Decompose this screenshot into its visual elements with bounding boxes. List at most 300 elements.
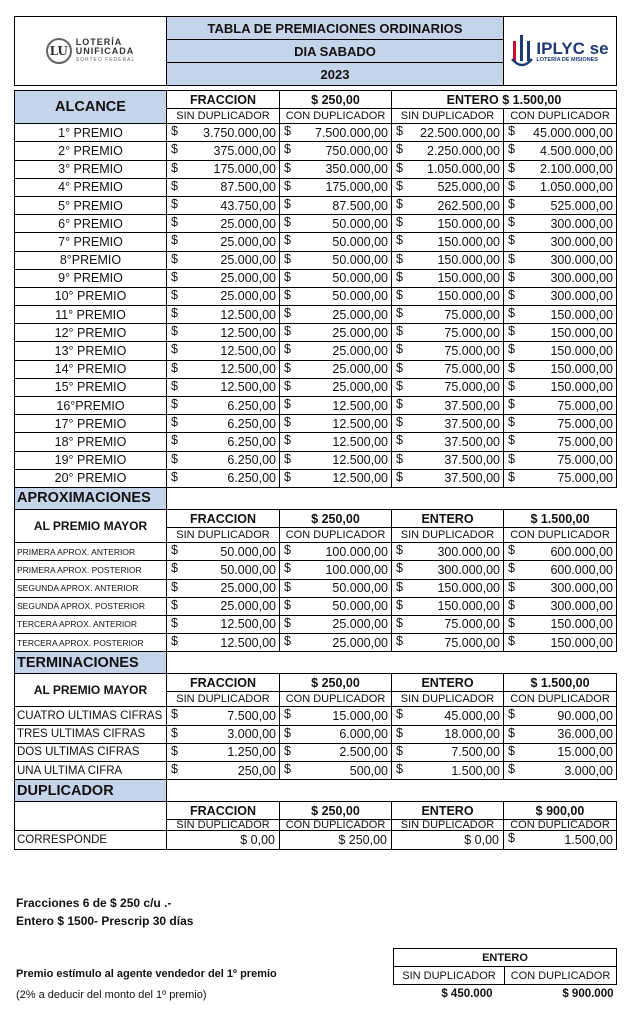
prize-amount: 22.500.000,00	[420, 125, 500, 140]
currency-sign: $	[508, 215, 515, 230]
prize-value	[280, 342, 392, 360]
aprox-sub-con-2: CON DUPLICADOR	[504, 528, 617, 543]
prize-amount: 15.000,00	[332, 709, 388, 724]
prize-value	[504, 634, 617, 652]
prize-amount: 12.500,00	[220, 325, 276, 340]
currency-sign: $	[284, 615, 291, 630]
currency-sign: $	[396, 215, 403, 230]
prize-amount: 2.100.000,00	[540, 162, 613, 177]
currency-sign: $	[171, 615, 178, 630]
prize-amount: 12.500,00	[332, 453, 388, 468]
prize-value	[504, 178, 617, 196]
prize-value	[504, 287, 617, 305]
prize-value	[504, 579, 617, 597]
currency-sign: $	[284, 762, 291, 776]
prize-amount: 6.250,00	[227, 453, 276, 468]
row-label: 20° PREMIO	[15, 469, 167, 487]
prize-value	[392, 178, 504, 196]
prize-amount: 6.250,00	[227, 434, 276, 449]
dup-value-3: $ 0,00	[392, 831, 504, 849]
prize-amount: 87.500,00	[220, 180, 276, 195]
currency-sign: $	[171, 251, 178, 266]
prize-amount: 25.000,00	[220, 234, 276, 249]
term-entero-header: ENTERO	[392, 674, 504, 692]
prize-amount: 150.000,00	[550, 617, 613, 632]
prize-value	[167, 415, 280, 433]
currency-sign: $	[508, 725, 515, 740]
prize-amount: 90.000,00	[557, 709, 613, 724]
currency-sign: $	[396, 725, 403, 740]
prize-amount: 12.500,00	[220, 344, 276, 359]
term-sub-con-1: CON DUPLICADOR	[280, 692, 392, 707]
prize-value	[167, 215, 280, 233]
prize-value	[504, 269, 617, 287]
prize-amount: 150.000,00	[437, 581, 500, 596]
prize-amount: 150.000,00	[550, 635, 613, 650]
prize-value	[392, 324, 504, 342]
row-label: 10° PREMIO	[15, 287, 167, 305]
term-sub-con-2: CON DUPLICADOR	[504, 692, 617, 707]
prize-value	[167, 743, 280, 761]
prize-value	[392, 287, 504, 305]
prize-amount: 7.500.000,00	[315, 125, 388, 140]
currency-sign: $	[284, 378, 291, 393]
currency-sign: $	[284, 233, 291, 248]
table-row	[15, 397, 617, 415]
currency-sign: $	[171, 360, 178, 375]
table-row	[15, 215, 617, 233]
table-row	[15, 178, 617, 196]
row-label: 7° PREMIO	[15, 233, 167, 251]
spacer	[167, 652, 617, 674]
currency-sign: $	[508, 397, 515, 411]
prize-amount: 150.000,00	[550, 307, 613, 322]
prize-amount: 25.000,00	[332, 362, 388, 377]
dup-value-1: $ 0,00	[167, 831, 280, 849]
note-stimulus-sub: (2% a deducir del monto del 1º premio)	[16, 989, 207, 1001]
prize-value	[392, 306, 504, 324]
prize-value	[167, 561, 280, 579]
prize-value	[167, 178, 280, 196]
currency-sign: $	[396, 142, 403, 157]
row-label: 4° PREMIO	[15, 178, 167, 196]
prize-value	[280, 615, 392, 633]
row-label: TERCERA APROX. POSTERIOR	[15, 634, 167, 652]
currency-sign: $	[508, 233, 515, 248]
prize-amount: 25.000,00	[332, 307, 388, 322]
prize-value	[167, 324, 280, 342]
title-line-1: TABLA DE PREMIACIONES ORDINARIOS	[167, 17, 504, 40]
row-label: TERCERA APROX. ANTERIOR	[15, 615, 167, 633]
prize-value	[504, 762, 617, 780]
table-row	[15, 269, 617, 287]
row-label: TRES ULTIMAS CIFRAS	[15, 725, 167, 743]
prize-amount: 12.500,00	[332, 416, 388, 431]
note-fracciones: Fracciones 6 de $ 250 c/u .-	[16, 896, 172, 910]
currency-sign: $	[396, 124, 403, 139]
row-label: 8°PREMIO	[15, 251, 167, 269]
iplyc-sub: LOTERÍA DE MISIONES	[536, 56, 598, 63]
currency-sign: $	[171, 287, 178, 302]
table-row	[15, 634, 617, 652]
row-label: 2° PREMIO	[15, 142, 167, 160]
table-row	[15, 615, 617, 633]
currency-sign: $	[171, 451, 178, 466]
prize-value	[280, 725, 392, 743]
prize-value	[392, 469, 504, 487]
dup-sub-con-2: CON DUPLICADOR	[504, 820, 617, 831]
prize-amount: 3.000,00	[227, 727, 276, 742]
dup-sub-sin-1: SIN DUPLICADOR	[167, 820, 280, 831]
prize-value	[167, 451, 280, 469]
prize-value	[167, 360, 280, 378]
prize-amount: 37.500,00	[444, 434, 500, 449]
alcance-fraccion-price: $ 250,00	[280, 91, 392, 109]
prize-value	[280, 433, 392, 451]
currency-sign: $	[284, 597, 291, 612]
prize-amount: 50.000,00	[332, 599, 388, 614]
prize-amount: 300.000,00	[550, 234, 613, 249]
prize-value	[392, 215, 504, 233]
currency-sign: $	[508, 342, 515, 357]
logo-left-name-2: UNIFICADA	[75, 45, 135, 56]
note-entero: Entero $ 1500- Prescrip 30 días	[16, 914, 194, 928]
currency-sign: $	[396, 251, 403, 266]
prize-amount: 37.500,00	[444, 398, 500, 413]
prize-value	[392, 397, 504, 415]
stimulus-header: ENTERO	[394, 949, 617, 967]
prize-value	[167, 196, 280, 214]
stimulus-sub-sin: SIN DUPLICADOR	[394, 967, 505, 985]
prize-value	[392, 561, 504, 579]
table-row	[15, 561, 617, 579]
currency-sign: $	[508, 196, 515, 211]
prize-value	[167, 269, 280, 287]
prize-amount: 12.500,00	[332, 398, 388, 413]
currency-sign: $	[508, 762, 515, 776]
currency-sign: $	[171, 543, 178, 558]
prize-amount: 1.050.000,00	[540, 180, 613, 195]
currency-sign: $	[284, 433, 291, 448]
table-row	[15, 306, 617, 324]
currency-sign: $	[171, 725, 178, 740]
prize-amount: 75.000,00	[444, 617, 500, 632]
currency-sign: $	[171, 142, 178, 157]
currency-sign: $	[508, 178, 515, 193]
prize-value	[280, 378, 392, 396]
currency-sign: $	[508, 579, 515, 594]
aprox-sub-sin-2: SIN DUPLICADOR	[392, 528, 504, 543]
row-label: CUATRO ULTIMAS CIFRAS	[15, 707, 167, 725]
prize-value	[504, 543, 617, 561]
table-row	[15, 579, 617, 597]
currency-sign: $	[508, 451, 515, 466]
prize-amount: 300.000,00	[550, 581, 613, 596]
prize-value	[280, 142, 392, 160]
aprox-label: AL PREMIO MAYOR	[15, 509, 167, 542]
currency-sign: $	[508, 433, 515, 448]
prize-amount: 43.750,00	[220, 198, 276, 213]
prize-amount: 150.000,00	[437, 234, 500, 249]
currency-sign: $	[396, 762, 403, 776]
prize-value	[280, 634, 392, 652]
stimulus-sub-con: CON DUPLICADOR	[505, 967, 617, 985]
prize-value	[280, 233, 392, 251]
currency-sign: $	[171, 433, 178, 448]
prize-value	[167, 160, 280, 178]
prize-value	[280, 178, 392, 196]
alcance-sub-sin-2: SIN DUPLICADOR	[392, 109, 504, 124]
table-row	[15, 360, 617, 378]
table-row	[15, 251, 617, 269]
prize-value	[392, 415, 504, 433]
currency-sign: $	[508, 743, 515, 758]
row-label: 17° PREMIO	[15, 415, 167, 433]
prize-amount: 50.000,00	[332, 271, 388, 286]
prize-value	[504, 378, 617, 396]
prize-value	[280, 762, 392, 780]
currency-sign: $	[284, 634, 291, 649]
prize-amount: 6.000,00	[339, 727, 388, 742]
prize-amount: 50.000,00	[220, 544, 276, 559]
prize-value	[504, 160, 617, 178]
prize-value	[280, 360, 392, 378]
prize-amount: 7.500,00	[451, 745, 500, 760]
prize-value	[280, 579, 392, 597]
prize-amount: 37.500,00	[444, 416, 500, 431]
prize-amount: 1.050.000,00	[427, 162, 500, 177]
currency-sign: $	[508, 251, 515, 266]
dup-value-2: $ 250,00	[280, 831, 392, 849]
alcance-fraccion-header: FRACCION	[167, 91, 280, 109]
currency-sign: $	[171, 342, 178, 357]
currency-sign: $	[171, 579, 178, 594]
logo-left-sub: SORTEO FEDERAL	[75, 56, 136, 63]
prize-value	[392, 233, 504, 251]
prize-amount: 175.000,00	[325, 180, 388, 195]
currency-sign: $	[171, 743, 178, 758]
prize-value	[167, 762, 280, 780]
stimulus-table	[393, 948, 617, 1003]
prize-amount: 150.000,00	[437, 599, 500, 614]
prize-amount: 36.000,00	[557, 727, 613, 742]
table-row	[15, 725, 617, 743]
currency-sign: $	[396, 178, 403, 193]
currency-sign: $	[171, 707, 178, 722]
dup-value-4-amount: 1.500,00	[564, 832, 613, 847]
prize-value	[280, 597, 392, 615]
currency-sign: $	[284, 360, 291, 375]
prize-amount: 300.000,00	[550, 216, 613, 231]
currency-sign: $	[284, 160, 291, 175]
prize-value	[280, 707, 392, 725]
prize-value	[392, 762, 504, 780]
dup-row-label: CORRESPONDE	[15, 831, 167, 849]
prize-amount: 25.000,00	[332, 617, 388, 632]
table-row	[15, 142, 617, 160]
table-row	[15, 160, 617, 178]
term-fraccion-price: $ 250,00	[280, 674, 392, 692]
prize-value	[392, 451, 504, 469]
prize-amount: 250,00	[237, 763, 276, 778]
prize-amount: 15.000,00	[557, 745, 613, 760]
prize-value	[392, 579, 504, 597]
currency-sign: $	[396, 378, 403, 393]
currency-sign: $	[171, 306, 178, 321]
currency-sign: $	[508, 831, 515, 846]
prize-amount: 262.500,00	[437, 198, 500, 213]
table-row	[15, 324, 617, 342]
prize-amount: 100.000,00	[325, 562, 388, 577]
prize-amount: 3.750.000,00	[203, 125, 276, 140]
row-label: SEGUNDA APROX. ANTERIOR	[15, 579, 167, 597]
prize-amount: 3.000,00	[564, 763, 613, 778]
prize-amount: 45.000,00	[444, 709, 500, 724]
row-label: 18° PREMIO	[15, 433, 167, 451]
currency-sign: $	[396, 579, 403, 594]
currency-sign: $	[171, 469, 178, 484]
prize-value	[167, 251, 280, 269]
prize-amount: 300.000,00	[550, 271, 613, 286]
prize-amount: 75.000,00	[557, 398, 613, 413]
prize-value	[167, 707, 280, 725]
prize-value	[167, 378, 280, 396]
prize-value	[167, 306, 280, 324]
currency-sign: $	[171, 269, 178, 284]
aprox-sub-con-1: CON DUPLICADOR	[280, 528, 392, 543]
prize-value	[167, 615, 280, 633]
currency-sign: $	[284, 324, 291, 339]
currency-sign: $	[284, 196, 291, 211]
prize-value	[167, 287, 280, 305]
prize-amount: 2.500,00	[339, 745, 388, 760]
aprox-fraccion-header: FRACCION	[167, 509, 280, 527]
prize-amount: 525.000,00	[437, 180, 500, 195]
currency-sign: $	[508, 160, 515, 175]
prize-amount: 150.000,00	[550, 325, 613, 340]
prize-amount: 150.000,00	[437, 289, 500, 304]
prize-value	[280, 543, 392, 561]
table-row	[15, 762, 617, 780]
lu-seal-icon: LU	[46, 38, 72, 64]
currency-sign: $	[508, 306, 515, 321]
currency-sign: $	[171, 215, 178, 230]
prize-value	[280, 196, 392, 214]
term-label: AL PREMIO MAYOR	[15, 674, 167, 707]
alcance-sub-sin-1: SIN DUPLICADOR	[167, 109, 280, 124]
dup-fraccion-price: $ 250,00	[280, 802, 392, 820]
aproximaciones-title: APROXIMACIONES	[15, 487, 167, 509]
prize-value	[167, 725, 280, 743]
prize-value	[167, 397, 280, 415]
prize-value	[280, 397, 392, 415]
currency-sign: $	[396, 469, 403, 484]
prize-amount: 25.000,00	[332, 635, 388, 650]
prize-amount: 12.500,00	[332, 471, 388, 486]
prize-value	[392, 615, 504, 633]
currency-sign: $	[396, 415, 403, 430]
currency-sign: $	[508, 707, 515, 722]
currency-sign: $	[508, 360, 515, 375]
prize-amount: 75.000,00	[557, 453, 613, 468]
table-row	[15, 543, 617, 561]
currency-sign: $	[171, 233, 178, 248]
currency-sign: $	[171, 415, 178, 430]
currency-sign: $	[508, 378, 515, 393]
prize-value	[167, 233, 280, 251]
prize-amount: 75.000,00	[557, 434, 613, 449]
iplyc-name: IPLYC se	[536, 38, 609, 58]
prize-amount: 50.000,00	[332, 289, 388, 304]
title-line-2: DIA SABADO	[167, 40, 504, 63]
prize-value	[392, 707, 504, 725]
prize-value	[504, 469, 617, 487]
prize-amount: 2.250.000,00	[427, 143, 500, 158]
prize-amount: 37.500,00	[444, 453, 500, 468]
prize-amount: 75.000,00	[444, 635, 500, 650]
prize-amount: 37.500,00	[444, 471, 500, 486]
prize-amount: 50.000,00	[332, 234, 388, 249]
aprox-entero-header: ENTERO	[392, 509, 504, 527]
terminaciones-title: TERMINACIONES	[15, 652, 167, 674]
prize-value	[280, 306, 392, 324]
row-label: 5° PREMIO	[15, 196, 167, 214]
currency-sign: $	[171, 561, 178, 576]
alcance-sub-con-1: CON DUPLICADOR	[280, 109, 392, 124]
prize-amount: 150.000,00	[437, 271, 500, 286]
currency-sign: $	[284, 142, 291, 157]
prize-amount: 25.000,00	[220, 581, 276, 596]
prize-value	[504, 360, 617, 378]
currency-sign: $	[396, 743, 403, 758]
currency-sign: $	[396, 543, 403, 558]
table-row	[15, 451, 617, 469]
currency-sign: $	[396, 634, 403, 649]
currency-sign: $	[284, 397, 291, 411]
prize-value	[504, 433, 617, 451]
prize-value	[392, 597, 504, 615]
prize-amount: 75.000,00	[444, 362, 500, 377]
prize-value	[167, 543, 280, 561]
prize-value	[167, 634, 280, 652]
prize-amount: 18.000,00	[444, 727, 500, 742]
prize-amount: 150.000,00	[550, 380, 613, 395]
prize-amount: 75.000,00	[557, 416, 613, 431]
currency-sign: $	[508, 634, 515, 649]
prize-amount: 300.000,00	[550, 599, 613, 614]
prize-value	[392, 378, 504, 396]
currency-sign: $	[508, 142, 515, 157]
currency-sign: $	[396, 306, 403, 321]
prize-value	[392, 743, 504, 761]
alcance-sub-con-2: CON DUPLICADOR	[504, 109, 617, 124]
table-row	[15, 433, 617, 451]
prize-value	[504, 397, 617, 415]
stimulus-value-sin: $ 450.000	[441, 987, 493, 1000]
prize-amount: 50.000,00	[220, 562, 276, 577]
prize-amount: 12.500,00	[220, 617, 276, 632]
prize-value	[280, 124, 392, 142]
currency-sign: $	[284, 561, 291, 576]
row-label: PRIMERA APROX. ANTERIOR	[15, 543, 167, 561]
currency-sign: $	[508, 597, 515, 612]
currency-sign: $	[396, 160, 403, 175]
currency-sign: $	[284, 342, 291, 357]
currency-sign: $	[396, 433, 403, 448]
table-row	[15, 597, 617, 615]
iplyc-mark-icon	[511, 33, 533, 69]
prize-value	[392, 196, 504, 214]
